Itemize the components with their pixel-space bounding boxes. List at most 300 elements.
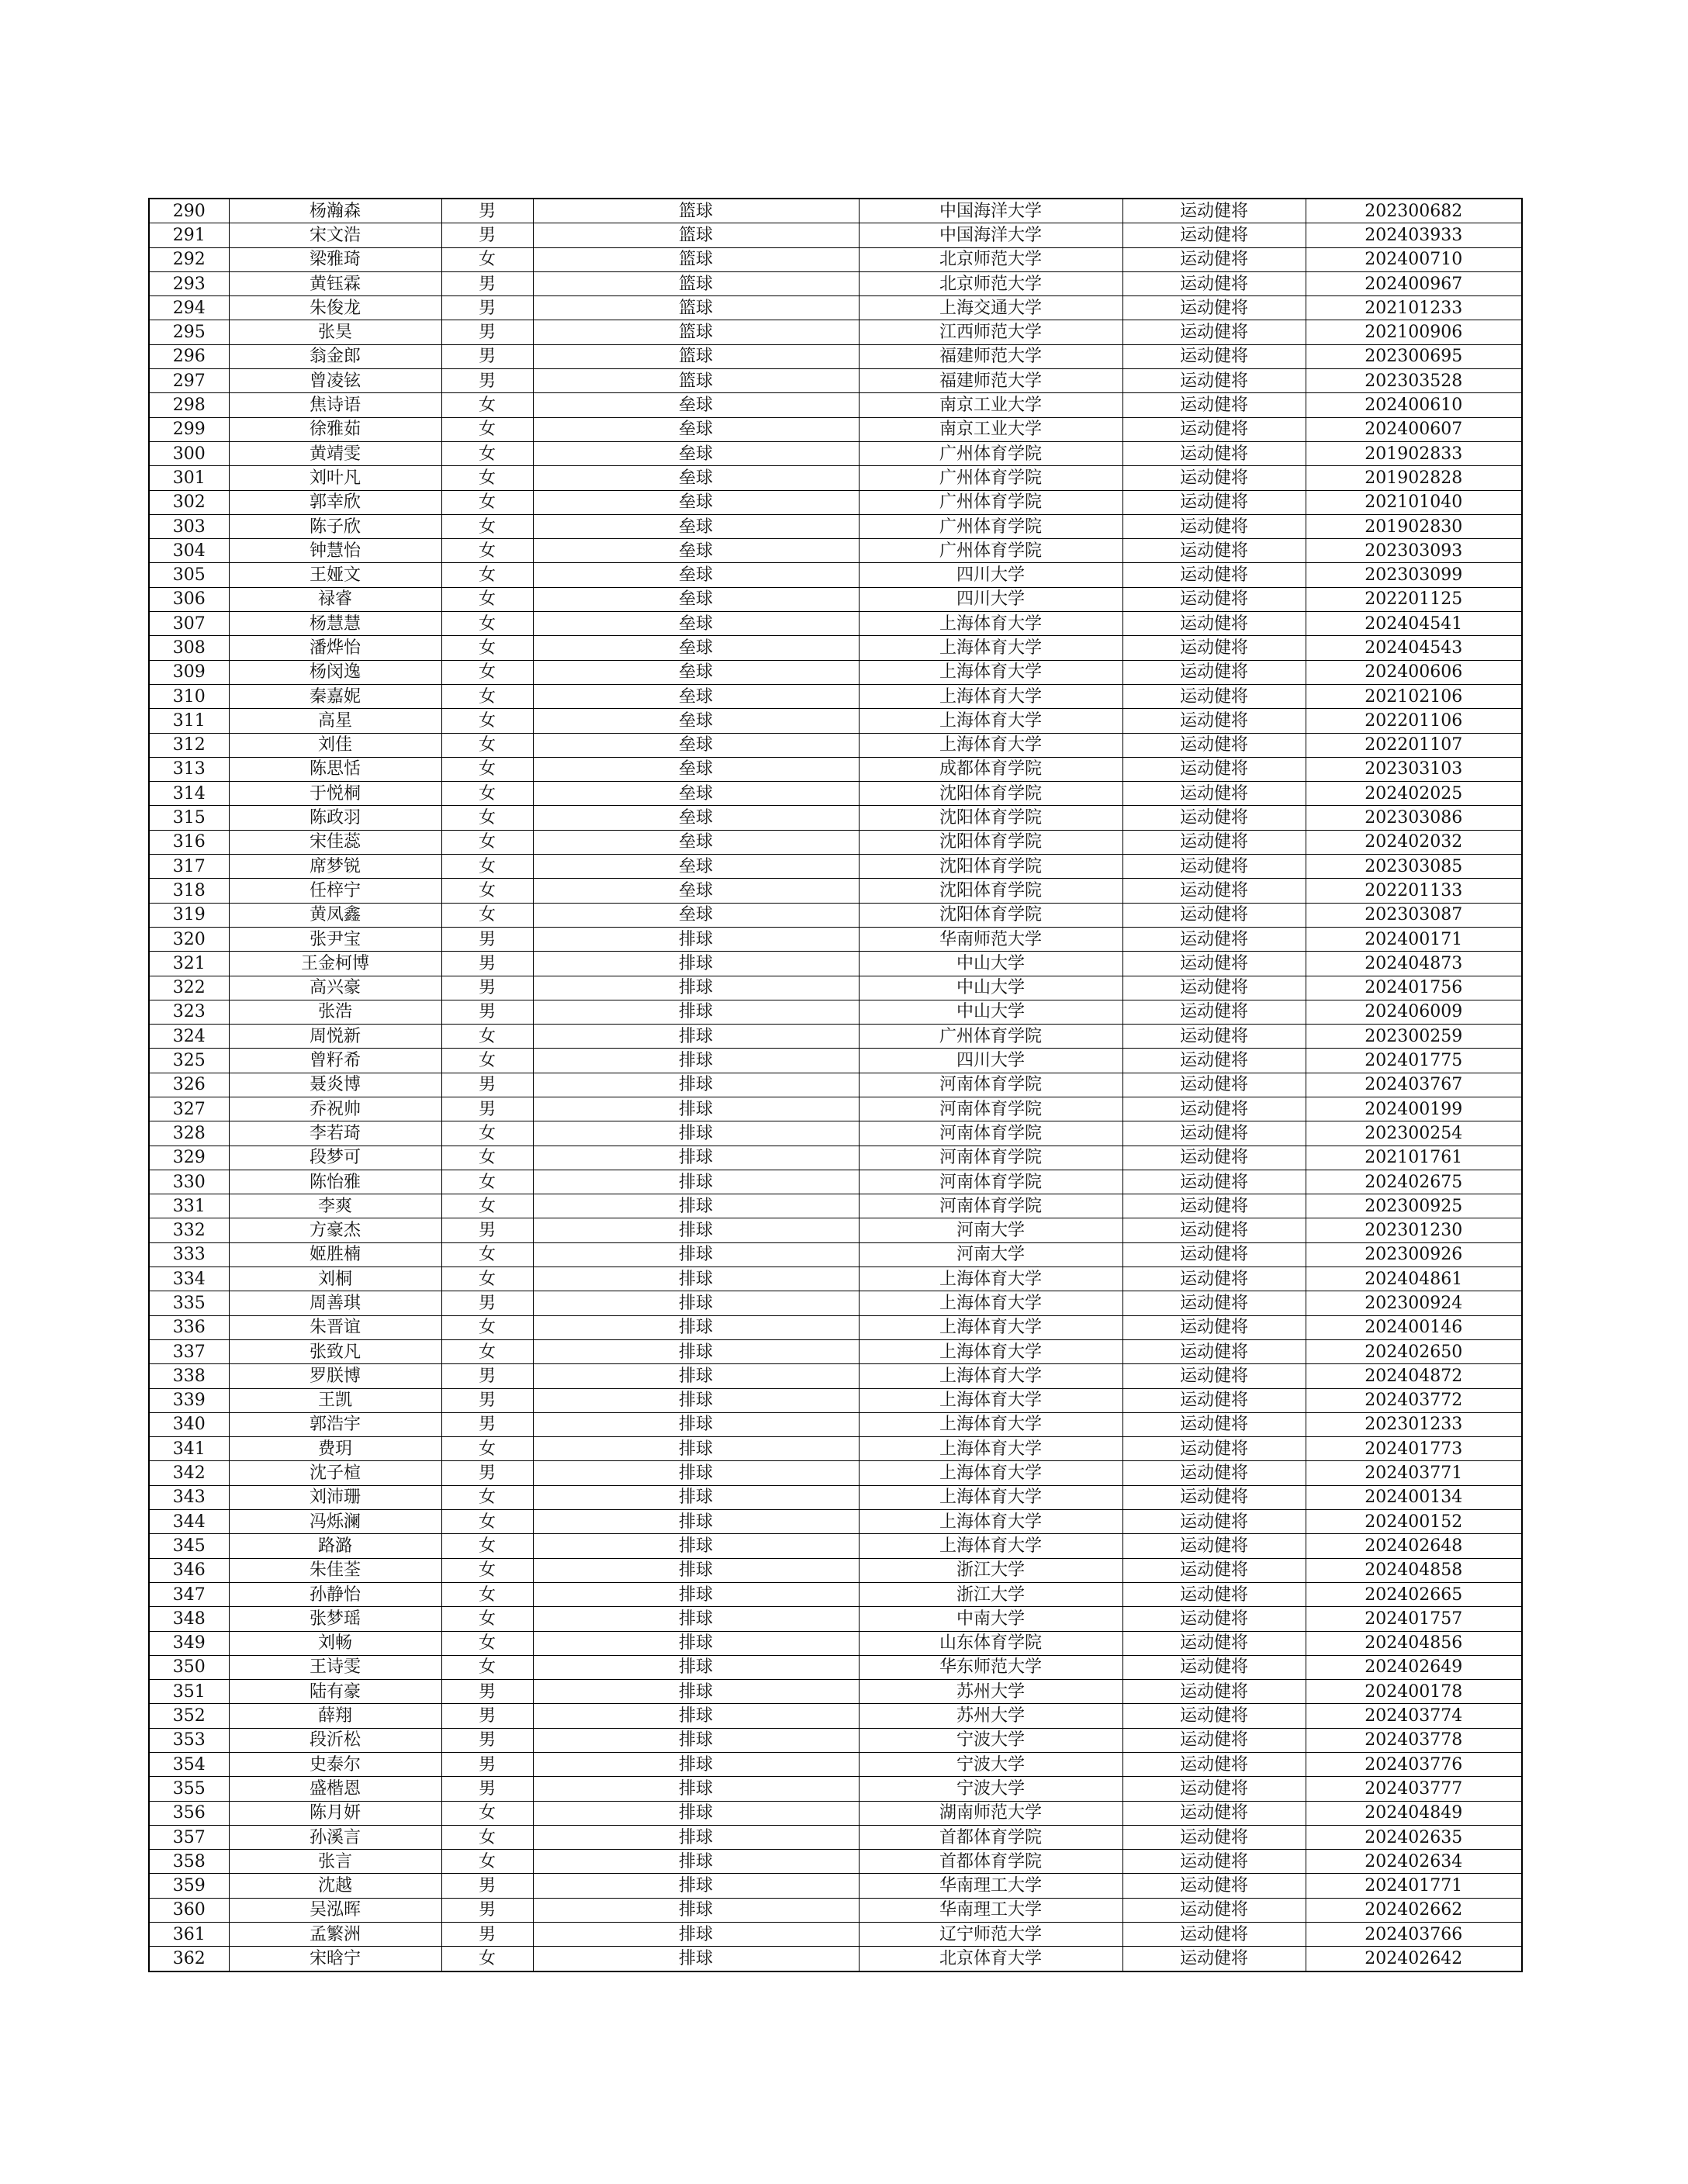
row-number-cell: 321 [149,952,229,976]
grade-cell: 运动健将 [1122,1000,1306,1024]
row-number-cell: 351 [149,1680,229,1704]
name-cell: 周善琪 [229,1291,441,1315]
university-cell: 宁波大学 [859,1753,1122,1777]
certificate-id-cell: 202404873 [1306,952,1522,976]
table-row [149,612,1522,636]
sport-cell: 排球 [533,1194,859,1218]
row-number-cell: 295 [149,320,229,344]
sport-cell: 排球 [533,1850,859,1874]
name-cell: 黄凤鑫 [229,903,441,927]
certificate-id-cell: 202402025 [1306,782,1522,806]
certificate-id-cell: 202402675 [1306,1170,1522,1194]
university-cell: 河南体育学院 [859,1097,1122,1121]
university-cell: 沈阳体育学院 [859,903,1122,927]
name-cell: 禄睿 [229,587,441,611]
university-cell: 成都体育学院 [859,757,1122,781]
name-cell: 刘佳 [229,733,441,757]
sport-cell: 排球 [533,1582,859,1606]
gender-cell: 女 [441,660,533,684]
name-cell: 张梦瑶 [229,1607,441,1631]
gender-cell: 女 [441,1121,533,1146]
certificate-id-cell: 202402648 [1306,1534,1522,1558]
certificate-id-cell: 202402650 [1306,1339,1522,1363]
university-cell: 上海体育大学 [859,1412,1122,1436]
certificate-id-cell: 202300259 [1306,1025,1522,1049]
row-number-cell: 331 [149,1194,229,1218]
name-cell: 孙静怡 [229,1582,441,1606]
grade-cell: 运动健将 [1122,1825,1306,1849]
row-number-cell: 352 [149,1704,229,1728]
certificate-id-cell: 202300924 [1306,1291,1522,1315]
table-row [149,1728,1522,1752]
university-cell: 上海体育大学 [859,1485,1122,1509]
gender-cell: 女 [441,757,533,781]
grade-cell: 运动健将 [1122,806,1306,830]
name-cell: 费玥 [229,1437,441,1461]
gender-cell: 男 [441,976,533,1000]
certificate-id-cell: 202303093 [1306,539,1522,563]
gender-cell: 女 [441,514,533,538]
grade-cell: 运动健将 [1122,782,1306,806]
name-cell: 刘沛珊 [229,1485,441,1509]
gender-cell: 女 [441,1607,533,1631]
university-cell: 上海体育大学 [859,1339,1122,1363]
name-cell: 陈政羽 [229,806,441,830]
certificate-id-cell: 202201133 [1306,879,1522,903]
gender-cell: 女 [441,1170,533,1194]
name-cell: 沈子楦 [229,1461,441,1485]
name-cell: 段梦可 [229,1146,441,1170]
university-cell: 上海体育大学 [859,636,1122,660]
name-cell: 罗朕博 [229,1364,441,1388]
row-number-cell: 306 [149,587,229,611]
university-cell: 上海体育大学 [859,1315,1122,1339]
grade-cell: 运动健将 [1122,1534,1306,1558]
sport-cell: 篮球 [533,223,859,247]
certificate-id-cell: 202400152 [1306,1510,1522,1534]
row-number-cell: 325 [149,1049,229,1073]
university-cell: 上海交通大学 [859,296,1122,320]
table-row [149,757,1522,781]
university-cell: 华南理工大学 [859,1874,1122,1898]
name-cell: 焦诗语 [229,393,441,417]
name-cell: 宋佳蕊 [229,830,441,854]
sport-cell: 排球 [533,952,859,976]
gender-cell: 男 [441,271,533,295]
name-cell: 黄钰霖 [229,271,441,295]
name-cell: 杨瀚森 [229,199,441,223]
university-cell: 上海体育大学 [859,612,1122,636]
grade-cell: 运动健将 [1122,223,1306,247]
gender-cell: 女 [441,1485,533,1509]
sport-cell: 排球 [533,1049,859,1073]
table-row [149,1485,1522,1509]
row-number-cell: 326 [149,1073,229,1097]
university-cell: 沈阳体育学院 [859,782,1122,806]
certificate-id-cell: 202404543 [1306,636,1522,660]
certificate-id-cell: 202400606 [1306,660,1522,684]
table-row [149,1680,1522,1704]
gender-cell: 男 [441,199,533,223]
sport-cell: 垒球 [533,879,859,903]
row-number-cell: 362 [149,1947,229,1971]
table-row [149,490,1522,514]
sport-cell: 垒球 [533,563,859,587]
table-row [149,320,1522,344]
row-number-cell: 340 [149,1412,229,1436]
name-cell: 盛楷恩 [229,1777,441,1801]
table-row [149,1437,1522,1461]
sport-cell: 排球 [533,1267,859,1291]
gender-cell: 女 [441,1947,533,1971]
certificate-id-cell: 202102106 [1306,684,1522,708]
sport-cell: 排球 [533,1947,859,1971]
grade-cell: 运动健将 [1122,1097,1306,1121]
name-cell: 孟繁洲 [229,1923,441,1947]
university-cell: 北京师范大学 [859,247,1122,271]
sport-cell: 垒球 [533,393,859,417]
row-number-cell: 292 [149,247,229,271]
table-row [149,1753,1522,1777]
name-cell: 任梓宁 [229,879,441,903]
grade-cell: 运动健将 [1122,1073,1306,1097]
certificate-id-cell: 202404858 [1306,1558,1522,1582]
grade-cell: 运动健将 [1122,1850,1306,1874]
name-cell: 路潞 [229,1534,441,1558]
name-cell: 曾籽希 [229,1049,441,1073]
table-row [149,441,1522,465]
certificate-id-cell: 202400134 [1306,1485,1522,1509]
table-row [149,223,1522,247]
gender-cell: 男 [441,1412,533,1436]
row-number-cell: 348 [149,1607,229,1631]
row-number-cell: 342 [149,1461,229,1485]
gender-cell: 男 [441,320,533,344]
name-cell: 李若琦 [229,1121,441,1146]
gender-cell: 男 [441,1388,533,1412]
certificate-id-cell: 202404849 [1306,1801,1522,1825]
sport-cell: 垒球 [533,660,859,684]
table-row [149,636,1522,660]
table-row [149,1267,1522,1291]
certificate-id-cell: 202300926 [1306,1242,1522,1267]
sport-cell: 排球 [533,1097,859,1121]
certificate-id-cell: 202404861 [1306,1267,1522,1291]
certificate-id-cell: 202303103 [1306,757,1522,781]
row-number-cell: 336 [149,1315,229,1339]
certificate-id-cell: 202303085 [1306,855,1522,879]
sport-cell: 垒球 [533,757,859,781]
row-number-cell: 294 [149,296,229,320]
row-number-cell: 346 [149,1558,229,1582]
sport-cell: 排球 [533,1801,859,1825]
row-number-cell: 357 [149,1825,229,1849]
name-cell: 冯烁澜 [229,1510,441,1534]
university-cell: 浙江大学 [859,1558,1122,1582]
certificate-id-cell: 202300925 [1306,1194,1522,1218]
gender-cell: 男 [441,296,533,320]
row-number-cell: 322 [149,976,229,1000]
table-row [149,660,1522,684]
certificate-id-cell: 202100906 [1306,320,1522,344]
name-cell: 王诗雯 [229,1655,441,1679]
sport-cell: 篮球 [533,247,859,271]
certificate-id-cell: 202403774 [1306,1704,1522,1728]
name-cell: 姬胜楠 [229,1242,441,1267]
grade-cell: 运动健将 [1122,1388,1306,1412]
certificate-id-cell: 202301230 [1306,1218,1522,1242]
row-number-cell: 310 [149,684,229,708]
university-cell: 上海体育大学 [859,733,1122,757]
grade-cell: 运动健将 [1122,757,1306,781]
sport-cell: 垒球 [533,441,859,465]
sport-cell: 排球 [533,1558,859,1582]
certificate-id-cell: 202400607 [1306,417,1522,441]
table-row [149,514,1522,538]
university-cell: 南京工业大学 [859,393,1122,417]
grade-cell: 运动健将 [1122,879,1306,903]
sport-cell: 排球 [533,1898,859,1922]
sport-cell: 篮球 [533,271,859,295]
grade-cell: 运动健将 [1122,1315,1306,1339]
certificate-id-cell: 202303087 [1306,903,1522,927]
sport-cell: 排球 [533,1073,859,1097]
sport-cell: 排球 [533,1315,859,1339]
grade-cell: 运动健将 [1122,612,1306,636]
sport-cell: 排球 [533,1291,859,1315]
sport-cell: 垒球 [533,733,859,757]
table-row [149,1218,1522,1242]
sport-cell: 篮球 [533,369,859,393]
row-number-cell: 355 [149,1777,229,1801]
grade-cell: 运动健将 [1122,1291,1306,1315]
name-cell: 高兴豪 [229,976,441,1000]
gender-cell: 女 [441,1242,533,1267]
certificate-id-cell: 202402665 [1306,1582,1522,1606]
university-cell: 中国海洋大学 [859,199,1122,223]
table-row [149,976,1522,1000]
university-cell: 河南体育学院 [859,1194,1122,1218]
university-cell: 中山大学 [859,976,1122,1000]
name-cell: 张尹宝 [229,927,441,951]
sport-cell: 垒球 [533,903,859,927]
university-cell: 河南体育学院 [859,1073,1122,1097]
table-row [149,369,1522,393]
certificate-id-cell: 202201107 [1306,733,1522,757]
gender-cell: 男 [441,1461,533,1485]
name-cell: 吴泓晖 [229,1898,441,1922]
certificate-id-cell: 202402635 [1306,1825,1522,1849]
sport-cell: 垒球 [533,514,859,538]
table-row [149,1655,1522,1679]
university-cell: 福建师范大学 [859,369,1122,393]
gender-cell: 女 [441,1655,533,1679]
row-number-cell: 311 [149,709,229,733]
grade-cell: 运动健将 [1122,709,1306,733]
university-cell: 宁波大学 [859,1777,1122,1801]
university-cell: 上海体育大学 [859,1461,1122,1485]
grade-cell: 运动健将 [1122,1267,1306,1291]
certificate-id-cell: 202300254 [1306,1121,1522,1146]
sport-cell: 排球 [533,1339,859,1363]
grade-cell: 运动健将 [1122,1412,1306,1436]
certificate-id-cell: 202403771 [1306,1461,1522,1485]
row-number-cell: 337 [149,1339,229,1363]
row-number-cell: 358 [149,1850,229,1874]
gender-cell: 女 [441,1437,533,1461]
grade-cell: 运动健将 [1122,539,1306,563]
name-cell: 沈越 [229,1874,441,1898]
grade-cell: 运动健将 [1122,1194,1306,1218]
row-number-cell: 349 [149,1631,229,1655]
certificate-id-cell: 202403767 [1306,1073,1522,1097]
university-cell: 福建师范大学 [859,344,1122,368]
sport-cell: 排球 [533,1534,859,1558]
certificate-id-cell: 202303528 [1306,369,1522,393]
name-cell: 黄靖雯 [229,441,441,465]
university-cell: 广州体育学院 [859,466,1122,490]
name-cell: 陈思恬 [229,757,441,781]
sport-cell: 垒球 [533,539,859,563]
university-cell: 浙江大学 [859,1582,1122,1606]
university-cell: 中南大学 [859,1607,1122,1631]
grade-cell: 运动健将 [1122,1461,1306,1485]
name-cell: 郭浩宇 [229,1412,441,1436]
row-number-cell: 343 [149,1485,229,1509]
university-cell: 湖南师范大学 [859,1801,1122,1825]
sport-cell: 排球 [533,1728,859,1752]
grade-cell: 运动健将 [1122,1801,1306,1825]
gender-cell: 男 [441,1704,533,1728]
grade-cell: 运动健将 [1122,1898,1306,1922]
gender-cell: 女 [441,441,533,465]
certificate-id-cell: 202400610 [1306,393,1522,417]
sport-cell: 篮球 [533,199,859,223]
sport-cell: 垒球 [533,612,859,636]
gender-cell: 女 [441,636,533,660]
gender-cell: 女 [441,247,533,271]
name-cell: 周悦新 [229,1025,441,1049]
university-cell: 河南体育学院 [859,1170,1122,1194]
roster-body [149,199,1522,1971]
university-cell: 上海体育大学 [859,684,1122,708]
certificate-id-cell: 202101233 [1306,296,1522,320]
name-cell: 刘桐 [229,1267,441,1291]
row-number-cell: 347 [149,1582,229,1606]
sport-cell: 排球 [533,1242,859,1267]
gender-cell: 男 [441,1364,533,1388]
university-cell: 山东体育学院 [859,1631,1122,1655]
gender-cell: 女 [441,563,533,587]
sport-cell: 垒球 [533,806,859,830]
gender-cell: 女 [441,782,533,806]
university-cell: 广州体育学院 [859,441,1122,465]
gender-cell: 男 [441,1073,533,1097]
sport-cell: 排球 [533,1753,859,1777]
row-number-cell: 316 [149,830,229,854]
name-cell: 王凯 [229,1388,441,1412]
table-row [149,1825,1522,1849]
row-number-cell: 327 [149,1097,229,1121]
table-row [149,1097,1522,1121]
university-cell: 上海体育大学 [859,1291,1122,1315]
certificate-id-cell: 202406009 [1306,1000,1522,1024]
certificate-id-cell: 202303086 [1306,806,1522,830]
certificate-id-cell: 202400171 [1306,927,1522,951]
table-row [149,684,1522,708]
row-number-cell: 319 [149,903,229,927]
gender-cell: 女 [441,417,533,441]
certificate-id-cell: 202400199 [1306,1097,1522,1121]
university-cell: 沈阳体育学院 [859,806,1122,830]
sport-cell: 排球 [533,1485,859,1509]
grade-cell: 运动健将 [1122,733,1306,757]
grade-cell: 运动健将 [1122,1874,1306,1898]
university-cell: 上海体育大学 [859,709,1122,733]
row-number-cell: 320 [149,927,229,951]
name-cell: 秦嘉妮 [229,684,441,708]
table-row [149,1121,1522,1146]
grade-cell: 运动健将 [1122,271,1306,295]
row-number-cell: 361 [149,1923,229,1947]
university-cell: 上海体育大学 [859,660,1122,684]
name-cell: 孙溪言 [229,1825,441,1849]
gender-cell: 男 [441,1874,533,1898]
gender-cell: 男 [441,1898,533,1922]
certificate-id-cell: 202400146 [1306,1315,1522,1339]
table-row [149,952,1522,976]
name-cell: 陈子欣 [229,514,441,538]
university-cell: 南京工业大学 [859,417,1122,441]
grade-cell: 运动健将 [1122,1170,1306,1194]
table-row [149,733,1522,757]
gender-cell: 女 [441,1801,533,1825]
table-row [149,1850,1522,1874]
row-number-cell: 315 [149,806,229,830]
row-number-cell: 354 [149,1753,229,1777]
name-cell: 朱晋谊 [229,1315,441,1339]
row-number-cell: 290 [149,199,229,223]
university-cell: 上海体育大学 [859,1388,1122,1412]
table-row [149,1291,1522,1315]
table-row [149,296,1522,320]
name-cell: 张言 [229,1850,441,1874]
certificate-id-cell: 202402642 [1306,1947,1522,1971]
certificate-id-cell: 202401771 [1306,1874,1522,1898]
sport-cell: 垒球 [533,684,859,708]
table-row [149,1025,1522,1049]
row-number-cell: 350 [149,1655,229,1679]
university-cell: 苏州大学 [859,1704,1122,1728]
grade-cell: 运动健将 [1122,855,1306,879]
row-number-cell: 296 [149,344,229,368]
sport-cell: 垒球 [533,855,859,879]
table-row [149,1607,1522,1631]
gender-cell: 男 [441,1777,533,1801]
row-number-cell: 345 [149,1534,229,1558]
grade-cell: 运动健将 [1122,952,1306,976]
table-row [149,1534,1522,1558]
university-cell: 中山大学 [859,952,1122,976]
grade-cell: 运动健将 [1122,466,1306,490]
gender-cell: 女 [441,1049,533,1073]
table-row [149,1801,1522,1825]
row-number-cell: 332 [149,1218,229,1242]
row-number-cell: 339 [149,1388,229,1412]
name-cell: 张浩 [229,1000,441,1024]
university-cell: 广州体育学院 [859,490,1122,514]
name-cell: 朱俊龙 [229,296,441,320]
